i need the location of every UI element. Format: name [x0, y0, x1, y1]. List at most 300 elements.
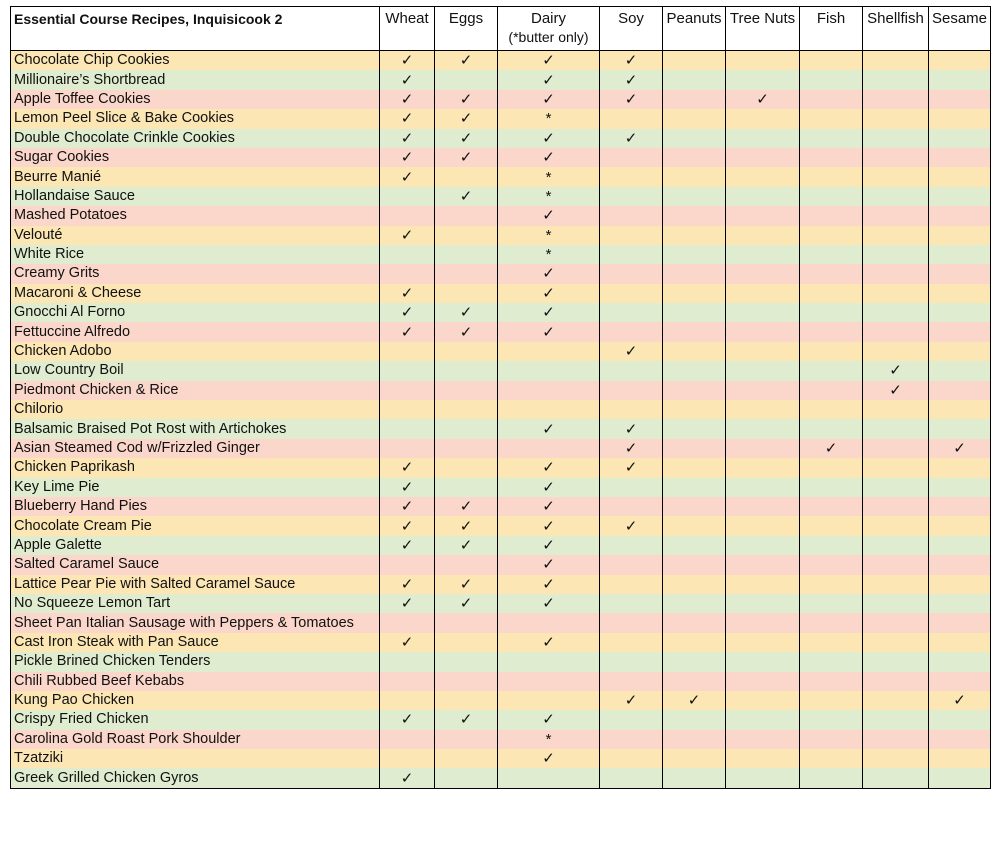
table-row: [11, 109, 991, 128]
recipe-name: No Squeeze Lemon Tart: [11, 594, 380, 613]
allergen-cell-peanuts: [663, 109, 726, 128]
allergen-cell-wheat: [380, 613, 435, 632]
allergen-cell-wheat: [380, 555, 435, 574]
table-body: [11, 51, 991, 789]
allergen-cell-tree-nuts: [726, 691, 800, 710]
allergen-cell-dairy: [498, 652, 600, 671]
allergen-cell-shellfish: [863, 478, 929, 497]
allergen-cell-tree-nuts: [726, 497, 800, 516]
allergen-cell-wheat: ✓: [380, 322, 435, 341]
table-row: [11, 613, 991, 632]
allergen-cell-soy: ✓: [600, 90, 663, 109]
allergen-cell-peanuts: [663, 264, 726, 283]
allergen-cell-fish: [800, 51, 863, 71]
allergen-cell-wheat: ✓: [380, 109, 435, 128]
allergen-cell-peanuts: [663, 381, 726, 400]
allergen-cell-shellfish: [863, 284, 929, 303]
allergen-cell-fish: [800, 245, 863, 264]
allergen-cell-wheat: [380, 419, 435, 438]
table-row: [11, 187, 991, 206]
allergen-cell-shellfish: [863, 90, 929, 109]
allergen-cell-eggs: [435, 70, 498, 89]
allergen-cell-fish: [800, 555, 863, 574]
allergen-cell-tree-nuts: [726, 361, 800, 380]
allergen-cell-fish: [800, 361, 863, 380]
header-row: [11, 7, 991, 51]
allergen-cell-eggs: [435, 691, 498, 710]
recipe-name: Blueberry Hand Pies: [11, 497, 380, 516]
allergen-cell-tree-nuts: ✓: [726, 90, 800, 109]
column-header-fish: Fish: [800, 7, 863, 51]
table-row: [11, 575, 991, 594]
allergen-cell-dairy: [498, 672, 600, 691]
allergen-cell-shellfish: [863, 264, 929, 283]
allergen-cell-tree-nuts: [726, 264, 800, 283]
allergen-cell-tree-nuts: [726, 284, 800, 303]
allergen-cell-peanuts: [663, 245, 726, 264]
table-row: [11, 167, 991, 186]
allergen-cell-fish: [800, 419, 863, 438]
allergen-cell-wheat: ✓: [380, 148, 435, 167]
allergen-cell-fish: [800, 478, 863, 497]
recipe-name: Carolina Gold Roast Pork Shoulder: [11, 730, 380, 749]
allergen-cell-peanuts: [663, 439, 726, 458]
recipe-name: Crispy Fried Chicken: [11, 710, 380, 729]
table-row: [11, 672, 991, 691]
table-row: [11, 419, 991, 438]
allergen-cell-fish: [800, 536, 863, 555]
allergen-cell-peanuts: [663, 129, 726, 148]
allergen-cell-wheat: ✓: [380, 129, 435, 148]
recipe-name: Beurre Manié: [11, 167, 380, 186]
allergen-cell-wheat: ✓: [380, 594, 435, 613]
allergen-cell-wheat: ✓: [380, 497, 435, 516]
allergen-cell-shellfish: [863, 148, 929, 167]
allergen-cell-dairy: [498, 691, 600, 710]
allergen-cell-tree-nuts: [726, 555, 800, 574]
allergen-cell-dairy: ✓: [498, 594, 600, 613]
allergen-cell-dairy: ✓: [498, 284, 600, 303]
allergen-cell-soy: ✓: [600, 342, 663, 361]
allergen-cell-fish: [800, 70, 863, 89]
table-row: [11, 148, 991, 167]
allergen-cell-fish: [800, 167, 863, 186]
allergen-cell-shellfish: [863, 710, 929, 729]
allergen-cell-fish: [800, 594, 863, 613]
allergen-cell-soy: ✓: [600, 516, 663, 535]
allergen-cell-dairy: ✓: [498, 516, 600, 535]
allergen-cell-soy: [600, 768, 663, 788]
allergen-cell-dairy: ✓: [498, 749, 600, 768]
allergen-cell-dairy: *: [498, 109, 600, 128]
recipe-name: Balsamic Braised Pot Rost with Artichokes: [11, 419, 380, 438]
allergen-cell-wheat: [380, 400, 435, 419]
allergen-cell-peanuts: [663, 400, 726, 419]
allergen-cell-tree-nuts: [726, 458, 800, 477]
allergen-cell-soy: [600, 710, 663, 729]
allergen-cell-eggs: [435, 245, 498, 264]
table-row: [11, 303, 991, 322]
recipe-name: Asian Steamed Cod w/Frizzled Ginger: [11, 439, 380, 458]
allergen-cell-shellfish: [863, 51, 929, 71]
allergen-cell-peanuts: [663, 226, 726, 245]
recipe-name: Low Country Boil: [11, 361, 380, 380]
allergen-cell-eggs: [435, 381, 498, 400]
allergen-cell-fish: [800, 322, 863, 341]
allergen-cell-soy: ✓: [600, 439, 663, 458]
allergen-cell-eggs: ✓: [435, 187, 498, 206]
allergen-cell-eggs: [435, 633, 498, 652]
allergen-cell-dairy: *: [498, 167, 600, 186]
allergen-cell-tree-nuts: [726, 70, 800, 89]
table-row: [11, 555, 991, 574]
dairy-header-note: (*butter only): [508, 29, 589, 45]
allergen-cell-eggs: ✓: [435, 303, 498, 322]
allergen-cell-peanuts: [663, 322, 726, 341]
allergen-cell-wheat: ✓: [380, 226, 435, 245]
allergen-cell-dairy: ✓: [498, 51, 600, 71]
allergen-cell-tree-nuts: [726, 51, 800, 71]
column-header-dairy: [498, 7, 600, 51]
allergen-cell-dairy: [498, 342, 600, 361]
allergen-cell-sesame: [929, 749, 991, 768]
allergen-cell-fish: ✓: [800, 439, 863, 458]
allergen-cell-soy: [600, 575, 663, 594]
allergen-cell-soy: [600, 361, 663, 380]
allergen-cell-soy: [600, 381, 663, 400]
allergen-cell-wheat: [380, 206, 435, 225]
table-row: [11, 439, 991, 458]
recipe-name: Chocolate Cream Pie: [11, 516, 380, 535]
allergen-cell-sesame: [929, 536, 991, 555]
allergen-cell-peanuts: [663, 710, 726, 729]
table-row: [11, 342, 991, 361]
allergen-cell-shellfish: [863, 672, 929, 691]
table-title: Essential Course Recipes, Inquisicook 2: [11, 7, 380, 51]
allergen-cell-fish: [800, 749, 863, 768]
recipe-name: Kung Pao Chicken: [11, 691, 380, 710]
allergen-cell-soy: [600, 594, 663, 613]
allergen-cell-tree-nuts: [726, 536, 800, 555]
recipe-name: Lattice Pear Pie with Salted Caramel Sauce: [11, 575, 380, 594]
allergen-cell-eggs: [435, 749, 498, 768]
allergen-cell-tree-nuts: [726, 730, 800, 749]
allergen-cell-wheat: [380, 691, 435, 710]
allergen-cell-sesame: ✓: [929, 439, 991, 458]
allergen-cell-peanuts: [663, 361, 726, 380]
allergen-cell-soy: [600, 167, 663, 186]
table-row: [11, 594, 991, 613]
recipe-name: Apple Galette: [11, 536, 380, 555]
allergen-cell-dairy: *: [498, 730, 600, 749]
allergen-cell-dairy: ✓: [498, 70, 600, 89]
allergen-cell-peanuts: [663, 536, 726, 555]
allergen-cell-wheat: ✓: [380, 90, 435, 109]
allergen-cell-sesame: [929, 594, 991, 613]
allergen-cell-sesame: [929, 167, 991, 186]
allergen-cell-dairy: [498, 381, 600, 400]
allergen-cell-tree-nuts: [726, 109, 800, 128]
allergen-cell-peanuts: [663, 51, 726, 71]
allergen-cell-fish: [800, 148, 863, 167]
allergen-cell-dairy: ✓: [498, 458, 600, 477]
allergen-cell-sesame: [929, 710, 991, 729]
allergen-cell-peanuts: [663, 652, 726, 671]
allergen-cell-wheat: [380, 361, 435, 380]
recipe-name: Greek Grilled Chicken Gyros: [11, 768, 380, 788]
allergen-cell-sesame: ✓: [929, 691, 991, 710]
allergen-cell-tree-nuts: [726, 226, 800, 245]
allergen-cell-fish: [800, 226, 863, 245]
allergen-cell-peanuts: [663, 419, 726, 438]
allergen-cell-eggs: ✓: [435, 90, 498, 109]
allergen-cell-tree-nuts: [726, 129, 800, 148]
allergen-cell-peanuts: [663, 497, 726, 516]
allergen-cell-peanuts: [663, 284, 726, 303]
allergen-cell-dairy: ✓: [498, 129, 600, 148]
allergen-cell-shellfish: [863, 497, 929, 516]
table-row: [11, 691, 991, 710]
allergen-cell-eggs: [435, 439, 498, 458]
table-row: [11, 633, 991, 652]
allergen-cell-dairy: [498, 439, 600, 458]
allergen-cell-wheat: ✓: [380, 516, 435, 535]
table-row: [11, 226, 991, 245]
allergen-cell-wheat: [380, 264, 435, 283]
allergen-cell-shellfish: [863, 187, 929, 206]
allergen-cell-tree-nuts: [726, 633, 800, 652]
allergen-cell-dairy: [498, 613, 600, 632]
allergen-cell-tree-nuts: [726, 148, 800, 167]
allergen-cell-sesame: [929, 652, 991, 671]
recipe-name: Double Chocolate Crinkle Cookies: [11, 129, 380, 148]
allergen-cell-tree-nuts: [726, 516, 800, 535]
allergen-cell-tree-nuts: [726, 322, 800, 341]
allergen-cell-peanuts: [663, 90, 726, 109]
allergen-cell-tree-nuts: [726, 672, 800, 691]
allergen-cell-sesame: [929, 226, 991, 245]
allergen-cell-fish: [800, 342, 863, 361]
allergen-cell-shellfish: [863, 70, 929, 89]
allergen-cell-tree-nuts: [726, 768, 800, 788]
table-row: [11, 478, 991, 497]
allergen-cell-shellfish: [863, 652, 929, 671]
column-header-sesame: Sesame: [929, 7, 991, 51]
allergen-cell-eggs: ✓: [435, 575, 498, 594]
allergen-cell-shellfish: [863, 419, 929, 438]
allergen-cell-sesame: [929, 90, 991, 109]
allergen-cell-wheat: [380, 342, 435, 361]
allergen-cell-tree-nuts: [726, 245, 800, 264]
allergen-cell-dairy: [498, 400, 600, 419]
allergen-cell-dairy: ✓: [498, 90, 600, 109]
allergen-cell-fish: [800, 516, 863, 535]
allergen-cell-peanuts: [663, 167, 726, 186]
allergen-cell-tree-nuts: [726, 613, 800, 632]
allergen-cell-tree-nuts: [726, 749, 800, 768]
dairy-header-label: Dairy: [530, 10, 566, 27]
allergen-cell-shellfish: [863, 730, 929, 749]
allergen-cell-soy: [600, 478, 663, 497]
allergen-cell-wheat: ✓: [380, 768, 435, 788]
allergen-cell-wheat: [380, 652, 435, 671]
allergen-cell-sesame: [929, 768, 991, 788]
allergen-cell-sesame: [929, 264, 991, 283]
allergen-cell-shellfish: [863, 342, 929, 361]
allergen-table: [10, 6, 991, 789]
allergen-cell-sesame: [929, 206, 991, 225]
allergen-cell-fish: [800, 90, 863, 109]
allergen-cell-peanuts: [663, 594, 726, 613]
allergen-cell-shellfish: [863, 516, 929, 535]
allergen-cell-wheat: ✓: [380, 458, 435, 477]
table-row: [11, 710, 991, 729]
recipe-name: Millionaire’s Shortbread: [11, 70, 380, 89]
allergen-cell-soy: [600, 633, 663, 652]
allergen-cell-eggs: [435, 342, 498, 361]
allergen-cell-eggs: ✓: [435, 129, 498, 148]
allergen-cell-soy: ✓: [600, 458, 663, 477]
allergen-cell-sesame: [929, 497, 991, 516]
allergen-cell-peanuts: [663, 70, 726, 89]
allergen-cell-shellfish: [863, 458, 929, 477]
allergen-cell-peanuts: [663, 187, 726, 206]
allergen-cell-eggs: [435, 478, 498, 497]
allergen-cell-wheat: [380, 245, 435, 264]
allergen-cell-sesame: [929, 516, 991, 535]
allergen-cell-fish: [800, 710, 863, 729]
allergen-cell-peanuts: [663, 206, 726, 225]
allergen-cell-eggs: ✓: [435, 594, 498, 613]
table-row: [11, 768, 991, 788]
allergen-cell-peanuts: [663, 342, 726, 361]
allergen-cell-fish: [800, 672, 863, 691]
allergen-cell-wheat: [380, 749, 435, 768]
recipe-name: Creamy Grits: [11, 264, 380, 283]
allergen-cell-peanuts: [663, 555, 726, 574]
allergen-cell-shellfish: [863, 303, 929, 322]
allergen-cell-shellfish: [863, 633, 929, 652]
allergen-cell-tree-nuts: [726, 303, 800, 322]
allergen-cell-sesame: [929, 187, 991, 206]
allergen-cell-dairy: ✓: [498, 322, 600, 341]
allergen-cell-tree-nuts: [726, 575, 800, 594]
allergen-cell-shellfish: [863, 575, 929, 594]
recipe-name: Apple Toffee Cookies: [11, 90, 380, 109]
allergen-cell-shellfish: ✓: [863, 381, 929, 400]
allergen-cell-dairy: ✓: [498, 575, 600, 594]
allergen-cell-shellfish: ✓: [863, 361, 929, 380]
allergen-cell-peanuts: [663, 575, 726, 594]
table-row: [11, 458, 991, 477]
allergen-cell-fish: [800, 458, 863, 477]
table-row: [11, 516, 991, 535]
allergen-cell-fish: [800, 187, 863, 206]
table-row: [11, 90, 991, 109]
allergen-cell-soy: [600, 730, 663, 749]
table-row: [11, 381, 991, 400]
allergen-cell-sesame: [929, 575, 991, 594]
allergen-cell-eggs: ✓: [435, 148, 498, 167]
allergen-cell-soy: [600, 264, 663, 283]
allergen-cell-eggs: [435, 226, 498, 245]
allergen-cell-sesame: [929, 672, 991, 691]
allergen-cell-soy: ✓: [600, 70, 663, 89]
recipe-name: Tzatziki: [11, 749, 380, 768]
allergen-cell-sesame: [929, 70, 991, 89]
allergen-cell-tree-nuts: [726, 187, 800, 206]
allergen-cell-eggs: ✓: [435, 710, 498, 729]
allergen-cell-fish: [800, 768, 863, 788]
allergen-cell-eggs: [435, 768, 498, 788]
allergen-cell-fish: [800, 575, 863, 594]
allergen-cell-fish: [800, 129, 863, 148]
allergen-cell-soy: [600, 652, 663, 671]
allergen-cell-dairy: ✓: [498, 478, 600, 497]
allergen-cell-dairy: ✓: [498, 419, 600, 438]
column-header-eggs: Eggs: [435, 7, 498, 51]
recipe-name: Fettuccine Alfredo: [11, 322, 380, 341]
recipe-name: Key Lime Pie: [11, 478, 380, 497]
allergen-cell-sesame: [929, 129, 991, 148]
allergen-cell-soy: [600, 303, 663, 322]
allergen-cell-wheat: [380, 672, 435, 691]
allergen-cell-eggs: [435, 206, 498, 225]
table-row: [11, 400, 991, 419]
column-header-peanuts: Peanuts: [663, 7, 726, 51]
recipe-name: Chili Rubbed Beef Kebabs: [11, 672, 380, 691]
allergen-cell-tree-nuts: [726, 206, 800, 225]
recipe-name: Macaroni & Cheese: [11, 284, 380, 303]
allergen-cell-sesame: [929, 555, 991, 574]
allergen-cell-peanuts: [663, 633, 726, 652]
allergen-cell-tree-nuts: [726, 167, 800, 186]
allergen-cell-soy: [600, 613, 663, 632]
allergen-cell-eggs: [435, 400, 498, 419]
allergen-cell-dairy: ✓: [498, 536, 600, 555]
allergen-cell-wheat: ✓: [380, 536, 435, 555]
allergen-cell-sesame: [929, 342, 991, 361]
allergen-cell-shellfish: [863, 555, 929, 574]
allergen-cell-peanuts: [663, 148, 726, 167]
column-header-shellfish: Shellfish: [863, 7, 929, 51]
table-row: [11, 129, 991, 148]
allergen-cell-tree-nuts: [726, 439, 800, 458]
allergen-cell-peanuts: [663, 478, 726, 497]
allergen-cell-soy: ✓: [600, 419, 663, 438]
allergen-cell-shellfish: [863, 206, 929, 225]
allergen-cell-peanuts: [663, 749, 726, 768]
recipe-name: Chicken Adobo: [11, 342, 380, 361]
allergen-cell-sesame: [929, 419, 991, 438]
allergen-cell-soy: [600, 536, 663, 555]
column-header-soy: Soy: [600, 7, 663, 51]
allergen-cell-wheat: ✓: [380, 51, 435, 71]
allergen-cell-shellfish: [863, 400, 929, 419]
recipe-name: Mashed Potatoes: [11, 206, 380, 225]
allergen-cell-soy: [600, 187, 663, 206]
table-row: [11, 51, 991, 71]
allergen-cell-fish: [800, 730, 863, 749]
allergen-cell-soy: [600, 555, 663, 574]
allergen-cell-dairy: *: [498, 245, 600, 264]
recipe-name: Cast Iron Steak with Pan Sauce: [11, 633, 380, 652]
allergen-cell-sesame: [929, 613, 991, 632]
table-row: [11, 264, 991, 283]
allergen-cell-tree-nuts: [726, 594, 800, 613]
allergen-cell-sesame: [929, 400, 991, 419]
allergen-cell-eggs: [435, 555, 498, 574]
